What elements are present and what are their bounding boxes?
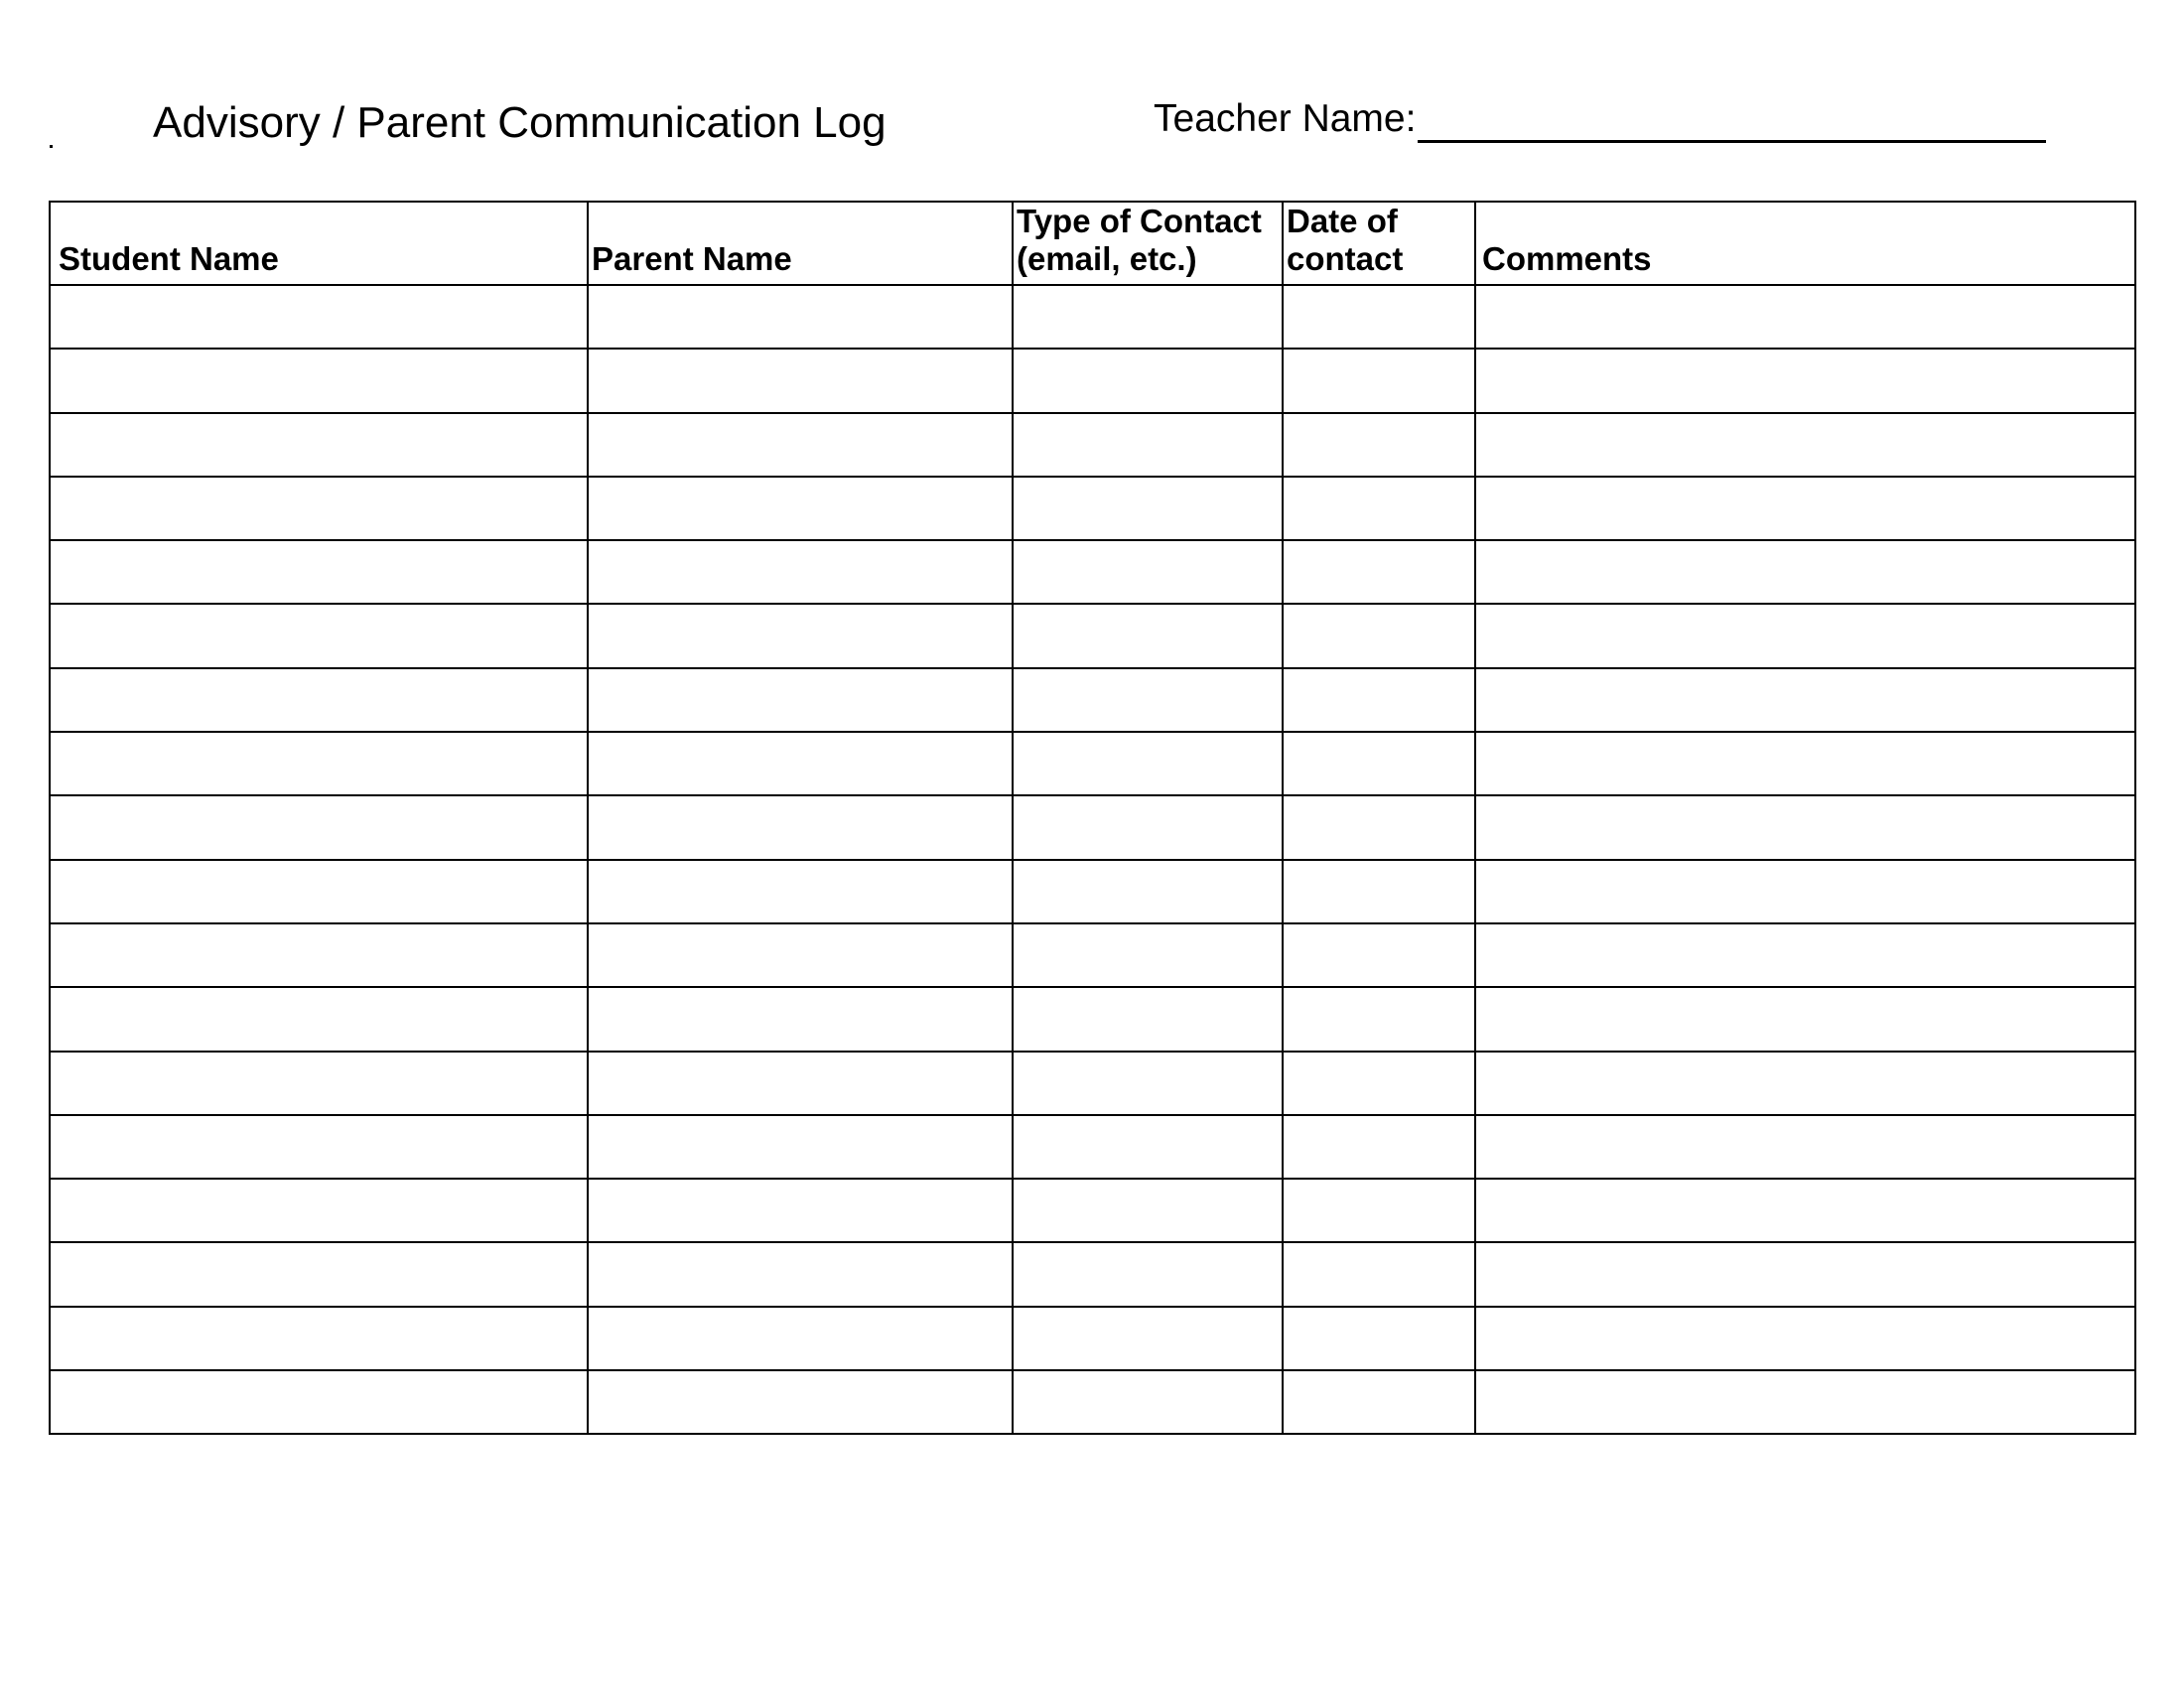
cell-comments[interactable] — [1475, 285, 2135, 349]
cell-parent[interactable] — [588, 1307, 1013, 1370]
cell-student[interactable] — [50, 604, 588, 667]
cell-comments[interactable] — [1475, 668, 2135, 732]
cell-date[interactable] — [1283, 860, 1475, 923]
cell-type[interactable] — [1013, 349, 1283, 412]
table-row — [50, 1179, 2135, 1242]
cell-student[interactable] — [50, 285, 588, 349]
cell-parent[interactable] — [588, 1052, 1013, 1115]
cell-date[interactable] — [1283, 1115, 1475, 1179]
cell-type[interactable] — [1013, 285, 1283, 349]
cell-parent[interactable] — [588, 413, 1013, 477]
cell-parent[interactable] — [588, 1242, 1013, 1306]
cell-comments[interactable] — [1475, 349, 2135, 412]
cell-comments[interactable] — [1475, 413, 2135, 477]
cell-comments[interactable] — [1475, 477, 2135, 540]
cell-date[interactable] — [1283, 349, 1475, 412]
cell-parent[interactable] — [588, 860, 1013, 923]
cell-comments[interactable] — [1475, 604, 2135, 667]
cell-comments[interactable] — [1475, 860, 2135, 923]
cell-comments[interactable] — [1475, 987, 2135, 1051]
cell-parent[interactable] — [588, 987, 1013, 1051]
communication-log-table — [49, 201, 2136, 1435]
table-row — [50, 477, 2135, 540]
table-row — [50, 1307, 2135, 1370]
cell-comments[interactable] — [1475, 1052, 2135, 1115]
cell-parent[interactable] — [588, 285, 1013, 349]
cell-student[interactable] — [50, 1052, 588, 1115]
page-title: Advisory / Parent Communication Log — [153, 98, 887, 147]
cell-comments[interactable] — [1475, 732, 2135, 795]
cell-date[interactable] — [1283, 540, 1475, 604]
cell-comments[interactable] — [1475, 1307, 2135, 1370]
cell-type[interactable] — [1013, 1052, 1283, 1115]
cell-date[interactable] — [1283, 1370, 1475, 1434]
cell-date[interactable] — [1283, 1052, 1475, 1115]
cell-date[interactable] — [1283, 604, 1475, 667]
cell-type[interactable] — [1013, 477, 1283, 540]
cell-date[interactable] — [1283, 923, 1475, 987]
cell-student[interactable] — [50, 1179, 588, 1242]
cell-student[interactable] — [50, 413, 588, 477]
cell-date[interactable] — [1283, 1179, 1475, 1242]
table-row — [50, 1115, 2135, 1179]
cell-type[interactable] — [1013, 1179, 1283, 1242]
table-row — [50, 732, 2135, 795]
cell-parent[interactable] — [588, 795, 1013, 859]
table-row — [50, 540, 2135, 604]
cell-date[interactable] — [1283, 413, 1475, 477]
table-row — [50, 987, 2135, 1051]
cell-comments[interactable] — [1475, 1242, 2135, 1306]
cell-date[interactable] — [1283, 987, 1475, 1051]
cell-comments[interactable] — [1475, 1370, 2135, 1434]
cell-type[interactable] — [1013, 604, 1283, 667]
cell-parent[interactable] — [588, 1370, 1013, 1434]
table-row — [50, 668, 2135, 732]
cell-parent[interactable] — [588, 349, 1013, 412]
cell-student[interactable] — [50, 1370, 588, 1434]
cell-date[interactable] — [1283, 1307, 1475, 1370]
cell-type[interactable] — [1013, 860, 1283, 923]
table-row — [50, 1370, 2135, 1434]
table-row — [50, 285, 2135, 349]
cell-student[interactable] — [50, 1115, 588, 1179]
cell-type[interactable] — [1013, 987, 1283, 1051]
cell-type[interactable] — [1013, 732, 1283, 795]
stray-dot-mark — [50, 145, 53, 148]
table-row — [50, 1052, 2135, 1115]
table-header-row — [50, 202, 2135, 285]
cell-comments[interactable] — [1475, 923, 2135, 987]
cell-date[interactable] — [1283, 1242, 1475, 1306]
cell-comments[interactable] — [1475, 1179, 2135, 1242]
header-date-of-contact: Date of contact — [1283, 202, 1475, 285]
cell-student[interactable] — [50, 732, 588, 795]
cell-date[interactable] — [1283, 795, 1475, 859]
teacher-name-input-line[interactable] — [1418, 104, 2046, 143]
cell-student[interactable] — [50, 477, 588, 540]
cell-type[interactable] — [1013, 540, 1283, 604]
cell-student[interactable] — [50, 923, 588, 987]
teacher-name-label: Teacher Name: — [1154, 97, 1417, 140]
header-type-of-contact: Type of Contact (email, etc.) — [1013, 202, 1283, 285]
cell-parent[interactable] — [588, 1179, 1013, 1242]
cell-student[interactable] — [50, 668, 588, 732]
table-row — [50, 349, 2135, 412]
cell-comments[interactable] — [1475, 795, 2135, 859]
table-row — [50, 923, 2135, 987]
cell-parent[interactable] — [588, 668, 1013, 732]
cell-type[interactable] — [1013, 668, 1283, 732]
cell-type[interactable] — [1013, 1115, 1283, 1179]
cell-type[interactable] — [1013, 1307, 1283, 1370]
cell-parent[interactable] — [588, 477, 1013, 540]
cell-date[interactable] — [1283, 732, 1475, 795]
header-comments: Comments — [1475, 202, 2135, 285]
cell-student[interactable] — [50, 349, 588, 412]
header-parent-name: Parent Name — [588, 202, 1013, 285]
table-row — [50, 413, 2135, 477]
table-row — [50, 795, 2135, 859]
teacher-name-field — [1154, 95, 2046, 143]
cell-parent[interactable] — [588, 540, 1013, 604]
cell-type[interactable] — [1013, 1242, 1283, 1306]
cell-type[interactable] — [1013, 923, 1283, 987]
cell-comments[interactable] — [1475, 1115, 2135, 1179]
cell-student[interactable] — [50, 795, 588, 859]
cell-parent[interactable] — [588, 604, 1013, 667]
cell-parent[interactable] — [588, 1115, 1013, 1179]
cell-type[interactable] — [1013, 1370, 1283, 1434]
cell-comments[interactable] — [1475, 540, 2135, 604]
cell-student[interactable] — [50, 860, 588, 923]
cell-student[interactable] — [50, 1307, 588, 1370]
cell-student[interactable] — [50, 540, 588, 604]
cell-parent[interactable] — [588, 732, 1013, 795]
header-student-name: Student Name — [50, 202, 588, 285]
cell-parent[interactable] — [588, 923, 1013, 987]
cell-type[interactable] — [1013, 795, 1283, 859]
table-body — [50, 285, 2135, 1434]
cell-type[interactable] — [1013, 413, 1283, 477]
table-row — [50, 1242, 2135, 1306]
table-row — [50, 604, 2135, 667]
cell-student[interactable] — [50, 987, 588, 1051]
cell-student[interactable] — [50, 1242, 588, 1306]
table-row — [50, 860, 2135, 923]
cell-date[interactable] — [1283, 477, 1475, 540]
cell-date[interactable] — [1283, 668, 1475, 732]
cell-date[interactable] — [1283, 285, 1475, 349]
